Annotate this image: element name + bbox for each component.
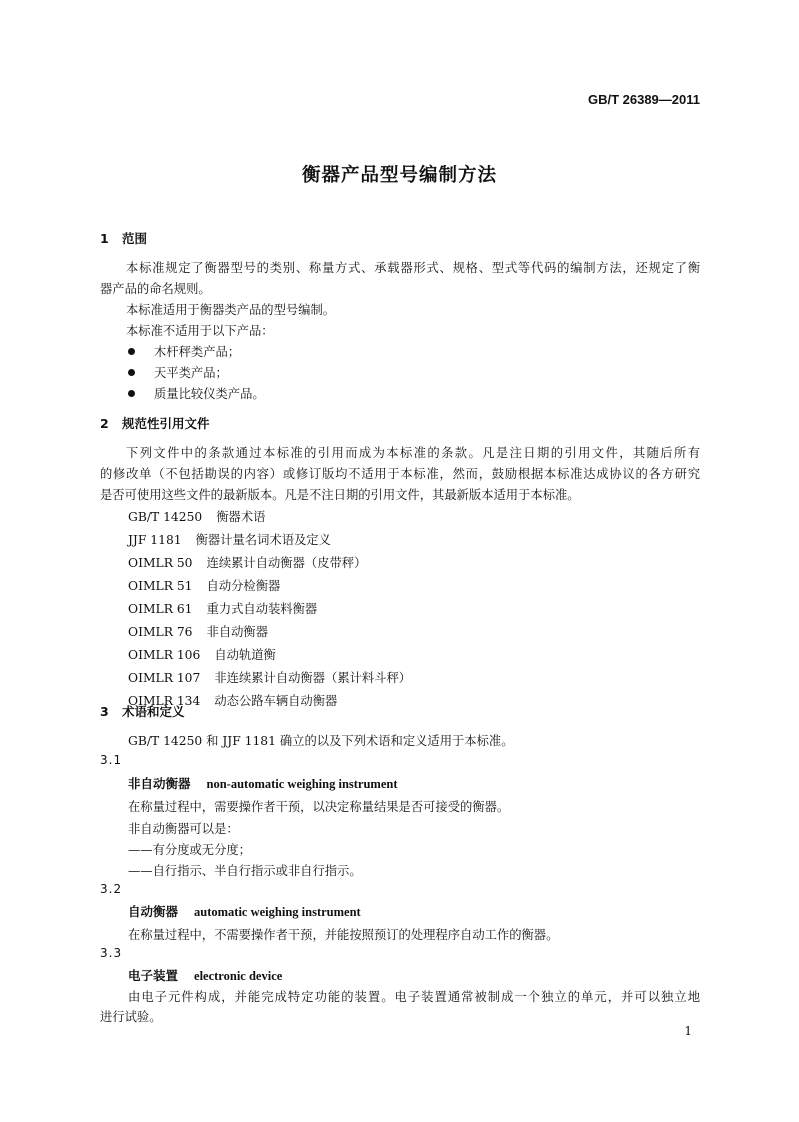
section-2-heading xyxy=(100,414,210,432)
reference-item: OIMLR 107 非连续累计自动衡器（累计料斗秤） xyxy=(128,671,412,685)
term-number: 3.1 xyxy=(100,753,123,767)
paragraph-line: 是否可使用这些文件的最新版本。凡是不注日期的引用文件，其最新版本适用于本标准。 xyxy=(100,488,580,502)
term-note-item: ——自行指示、半自行指示或非自行指示。 xyxy=(128,864,362,878)
section-3-heading xyxy=(100,702,185,720)
bullet-dot-icon xyxy=(128,369,135,376)
term-heading: 非自动衡器 non-automatic weighing instrument xyxy=(128,776,398,791)
term-definition: 在称量过程中，不需要操作者干预，并能按照预订的处理程序自动工作的衡器。 xyxy=(128,928,559,942)
term-note: 非自动衡器可以是： xyxy=(128,822,239,836)
section-number: 3 xyxy=(100,704,109,719)
reference-item: JJF 1181 衡器计量名词术语及定义 xyxy=(128,533,331,547)
paragraph-line: 本标准规定了衡器型号的类别、称量方式、承载器形式、规格、型式等代码的编制方法，还规定了衡 xyxy=(126,261,700,275)
page-number: 1 xyxy=(684,1024,692,1038)
standard-number: GB/T 26389—2011 xyxy=(587,92,700,107)
paragraph-line: 器产品的命名规则。 xyxy=(100,282,211,296)
section-title: 范围 xyxy=(122,231,148,246)
section-title: 术语和定义 xyxy=(122,704,185,719)
section-title: 规范性引用文件 xyxy=(122,416,210,431)
term-number: 3.2 xyxy=(100,882,123,896)
reference-item: OIMLR 50 连续累计自动衡器（皮带秤） xyxy=(128,556,367,570)
term-definition-line: 进行试验。 xyxy=(100,1010,162,1024)
term-heading: 自动衡器 automatic weighing instrument xyxy=(128,904,361,919)
reference-item: OIMLR 61 重力式自动装料衡器 xyxy=(128,602,318,616)
paragraph: GB/T 14250 和 JJF 1181 确立的以及下列术语和定义适用于本标准。 xyxy=(128,734,514,748)
reference-item: OIMLR 51 自动分检衡器 xyxy=(128,579,281,593)
reference-item: GB/T 14250 衡器术语 xyxy=(128,510,266,524)
bullet-item: 木杆秤类产品； xyxy=(128,342,240,360)
bullet-dot-icon xyxy=(128,348,135,355)
paragraph-line: 的修改单（不包括勘误的内容）或修订版均不适用于本标准，然而，鼓励根据本标准达成协议的各方研究 xyxy=(100,467,700,481)
paragraph: 本标准不适用于以下产品： xyxy=(126,324,274,338)
bullet-dot-icon xyxy=(128,390,135,397)
term-note-item: ——有分度或无分度； xyxy=(128,843,251,857)
term-heading: 电子装置 electronic device xyxy=(128,968,283,983)
reference-item: OIMLR 76 非自动衡器 xyxy=(128,625,269,639)
section-number: 2 xyxy=(100,416,109,431)
paragraph: 本标准适用于衡器类产品的型号编制。 xyxy=(126,303,336,317)
section-1-heading xyxy=(100,229,147,247)
reference-item: OIMLR 134 动态公路车辆自动衡器 xyxy=(128,694,338,708)
term-definition-line: 由电子元件构成，并能完成特定功能的装置。电子装置通常被制成一个独立的单元，并可以独立地 xyxy=(128,990,700,1004)
section-number: 1 xyxy=(100,231,109,246)
term-definition: 在称量过程中，需要操作者干预，以决定称量结果是否可接受的衡器。 xyxy=(128,800,510,814)
reference-item: OIMLR 106 自动轨道衡 xyxy=(128,648,276,662)
term-number: 3.3 xyxy=(100,946,123,960)
bullet-item: 质量比较仪类产品。 xyxy=(128,384,265,402)
document-title: 衡器产品型号编制方法 xyxy=(301,165,497,186)
paragraph-line: 下列文件中的条款通过本标准的引用而成为本标准的条款。凡是注日期的引用文件，其随后所有 xyxy=(126,446,700,460)
bullet-item: 天平类产品； xyxy=(128,363,228,381)
